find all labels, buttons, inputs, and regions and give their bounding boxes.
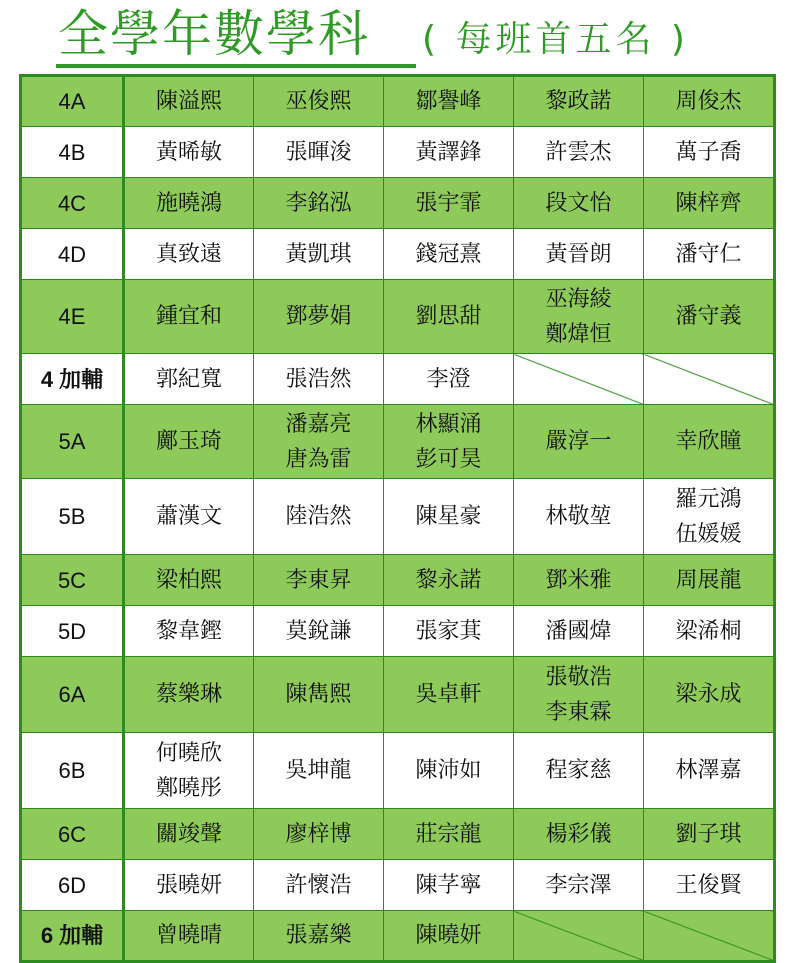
student-name: 吳坤龍 <box>285 758 352 783</box>
student-name: 吳卓軒 <box>415 682 482 707</box>
student-cell <box>644 657 775 733</box>
student-cell <box>384 280 514 354</box>
student-name: 李宗澤 <box>545 872 612 898</box>
class-label: 5B <box>21 479 124 555</box>
student-name: 周展龍 <box>675 567 742 593</box>
student-cell <box>124 555 254 606</box>
student-name: 鍾宜和 <box>155 304 222 329</box>
student-name: 鄺玉琦 <box>155 429 222 454</box>
student-name: 陳曉妍 <box>415 923 482 948</box>
student-name: 許雲杰 <box>545 139 612 165</box>
student-cell <box>384 809 514 860</box>
student-name: 羅元鴻 <box>675 486 742 512</box>
student-cell <box>254 809 384 860</box>
student-name: 劉子琪 <box>675 821 742 847</box>
empty-cell <box>514 911 644 962</box>
student-name: 李東霖 <box>545 699 612 725</box>
student-cell <box>514 76 644 127</box>
student-cell <box>254 76 384 127</box>
student-cell <box>514 860 644 911</box>
student-name: 黃晉朗 <box>545 241 612 267</box>
student-name: 周俊杰 <box>675 89 742 114</box>
student-cell <box>254 860 384 911</box>
student-name: 唐為雷 <box>285 446 352 472</box>
student-name: 李銘泓 <box>285 190 352 216</box>
student-name: 陳梓齊 <box>675 190 742 216</box>
student-name: 陳雋熙 <box>285 682 352 707</box>
student-cell <box>384 606 514 657</box>
student-cell <box>644 860 775 911</box>
student-name: 黃譯鋒 <box>415 139 482 165</box>
class-label: 6 加輔 <box>21 911 124 962</box>
table-row <box>21 280 775 354</box>
student-cell <box>124 127 254 178</box>
class-label: 4 加輔 <box>21 354 124 405</box>
student-cell <box>644 405 775 479</box>
table-row <box>21 657 775 733</box>
student-cell <box>254 911 384 962</box>
student-name: 梁柏熙 <box>155 567 222 593</box>
student-cell <box>644 280 775 354</box>
student-name: 潘守義 <box>675 304 742 329</box>
page-subtitle: ( 每班首五名 ) <box>422 19 689 60</box>
student-name: 梁永成 <box>675 682 742 707</box>
student-name: 萬子喬 <box>675 139 742 165</box>
student-cell <box>254 229 384 280</box>
student-cell <box>644 229 775 280</box>
student-cell <box>124 354 254 405</box>
student-cell <box>644 733 775 809</box>
student-cell <box>254 405 384 479</box>
student-name: 幸欣瞳 <box>675 429 742 454</box>
table-row <box>21 229 775 280</box>
student-cell <box>254 280 384 354</box>
student-name: 莊宗龍 <box>415 821 482 847</box>
student-cell <box>514 606 644 657</box>
student-name: 廖梓博 <box>285 821 352 847</box>
student-name: 鄭曉彤 <box>155 775 222 801</box>
student-name: 郭紀寬 <box>155 366 222 392</box>
table-row <box>21 555 775 606</box>
student-cell <box>384 405 514 479</box>
student-name: 張家萁 <box>415 618 482 644</box>
student-cell <box>514 229 644 280</box>
class-label: 4A <box>21 76 124 127</box>
student-name: 黃晞敏 <box>155 139 222 165</box>
student-cell <box>644 479 775 555</box>
student-name: 巫海綾 <box>545 286 612 312</box>
student-cell <box>124 178 254 229</box>
student-name: 何曉欣 <box>155 740 222 766</box>
table-row <box>21 479 775 555</box>
table-row <box>21 860 775 911</box>
title-underline <box>56 64 416 68</box>
student-name: 蕭漢文 <box>155 504 222 529</box>
student-cell <box>254 479 384 555</box>
student-name: 鄭煒恒 <box>545 321 612 347</box>
student-cell <box>124 229 254 280</box>
student-cell <box>514 127 644 178</box>
class-label: 6B <box>21 733 124 809</box>
student-name: 曾曉晴 <box>155 923 222 948</box>
table-row <box>21 354 775 405</box>
student-cell <box>124 76 254 127</box>
top-students-table <box>19 74 776 963</box>
student-cell <box>514 405 644 479</box>
class-label: 5C <box>21 555 124 606</box>
student-name: 錢冠熹 <box>415 241 482 267</box>
student-cell <box>514 479 644 555</box>
student-cell <box>124 860 254 911</box>
student-name: 張曉妍 <box>155 872 222 898</box>
table-row <box>21 178 775 229</box>
table-row <box>21 911 775 962</box>
student-cell <box>384 860 514 911</box>
student-cell <box>124 280 254 354</box>
student-name: 潘守仁 <box>675 241 742 267</box>
student-name: 施曉鴻 <box>155 190 222 216</box>
student-cell <box>384 229 514 280</box>
student-cell <box>514 178 644 229</box>
student-cell <box>384 479 514 555</box>
class-label: 4D <box>21 229 124 280</box>
student-name: 鄒譽峰 <box>415 89 482 114</box>
student-name: 梁浠桐 <box>675 618 742 644</box>
student-name: 程家慈 <box>545 758 612 783</box>
student-cell <box>254 606 384 657</box>
table-row <box>21 733 775 809</box>
student-cell <box>254 555 384 606</box>
table-row <box>21 606 775 657</box>
student-name: 嚴淳一 <box>545 429 612 454</box>
student-cell <box>254 127 384 178</box>
student-cell <box>384 733 514 809</box>
student-name: 陸浩然 <box>285 504 352 529</box>
student-name: 楊彩儀 <box>545 821 612 847</box>
student-cell <box>384 657 514 733</box>
student-name: 李澄 <box>426 366 471 392</box>
student-name: 陳沛如 <box>415 758 482 783</box>
student-cell <box>514 733 644 809</box>
empty-cell <box>644 354 775 405</box>
student-name: 陳星豪 <box>415 504 482 529</box>
table-row <box>21 127 775 178</box>
student-cell <box>644 76 775 127</box>
student-name: 關竣聲 <box>155 821 222 847</box>
student-name: 陳芓寧 <box>415 872 482 898</box>
student-cell <box>384 354 514 405</box>
student-name: 許懷浩 <box>285 872 352 898</box>
student-name: 黎永諾 <box>415 567 482 593</box>
student-name: 黎韋鏗 <box>155 618 222 644</box>
student-name: 王俊賢 <box>675 872 742 898</box>
student-name: 潘嘉亮 <box>285 411 352 437</box>
student-name: 真致遠 <box>155 241 222 267</box>
student-cell <box>644 555 775 606</box>
student-name: 劉思甜 <box>415 304 482 329</box>
class-label: 5A <box>21 405 124 479</box>
student-cell <box>124 405 254 479</box>
student-name: 張敬浩 <box>545 664 612 690</box>
student-cell <box>514 555 644 606</box>
class-label: 6D <box>21 860 124 911</box>
title-area <box>0 0 800 74</box>
student-name: 林顯涌 <box>415 411 482 437</box>
table-row <box>21 76 775 127</box>
student-name: 潘國煒 <box>545 618 612 644</box>
student-cell <box>384 911 514 962</box>
student-cell <box>514 657 644 733</box>
student-name: 巫俊熙 <box>285 89 352 114</box>
student-name: 李東昇 <box>285 567 352 593</box>
student-name: 彭可昊 <box>415 446 482 472</box>
student-name: 莫銳謙 <box>285 618 352 644</box>
student-cell <box>124 606 254 657</box>
student-cell <box>254 354 384 405</box>
student-name: 張宇霏 <box>415 190 482 216</box>
student-name: 蔡樂琳 <box>155 682 222 707</box>
student-cell <box>384 178 514 229</box>
student-cell <box>644 809 775 860</box>
empty-cell <box>644 911 775 962</box>
student-cell <box>124 479 254 555</box>
student-cell <box>644 127 775 178</box>
student-cell <box>384 555 514 606</box>
page-title: 全學年數學科 <box>58 5 370 63</box>
student-name: 林澤嘉 <box>675 758 742 783</box>
table-body <box>21 76 775 962</box>
class-label: 4E <box>21 280 124 354</box>
student-name: 鄧米雅 <box>545 567 612 593</box>
class-label: 4B <box>21 127 124 178</box>
class-label: 4C <box>21 178 124 229</box>
table-row <box>21 405 775 479</box>
student-cell <box>514 809 644 860</box>
class-label: 6C <box>21 809 124 860</box>
student-name: 黃凱琪 <box>285 241 352 267</box>
student-name: 張嘉樂 <box>285 923 352 948</box>
student-cell <box>124 733 254 809</box>
student-cell <box>514 280 644 354</box>
student-cell <box>254 178 384 229</box>
student-name: 陳溢熙 <box>155 89 222 114</box>
empty-cell <box>514 354 644 405</box>
student-name: 林敬堃 <box>545 504 612 529</box>
student-cell <box>254 733 384 809</box>
student-name: 張暉浚 <box>285 139 352 165</box>
student-cell <box>124 657 254 733</box>
student-cell <box>124 911 254 962</box>
class-label: 6A <box>21 657 124 733</box>
student-name: 段文怡 <box>545 190 612 216</box>
table-row <box>21 809 775 860</box>
student-name: 張浩然 <box>285 366 352 392</box>
student-cell <box>384 76 514 127</box>
student-cell <box>124 809 254 860</box>
student-cell <box>644 178 775 229</box>
student-name: 黎政諾 <box>545 89 612 114</box>
student-name: 鄧夢娟 <box>285 304 352 329</box>
student-cell <box>384 127 514 178</box>
class-label: 5D <box>21 606 124 657</box>
student-name: 伍媛媛 <box>675 521 742 547</box>
student-cell <box>254 657 384 733</box>
student-cell <box>644 606 775 657</box>
